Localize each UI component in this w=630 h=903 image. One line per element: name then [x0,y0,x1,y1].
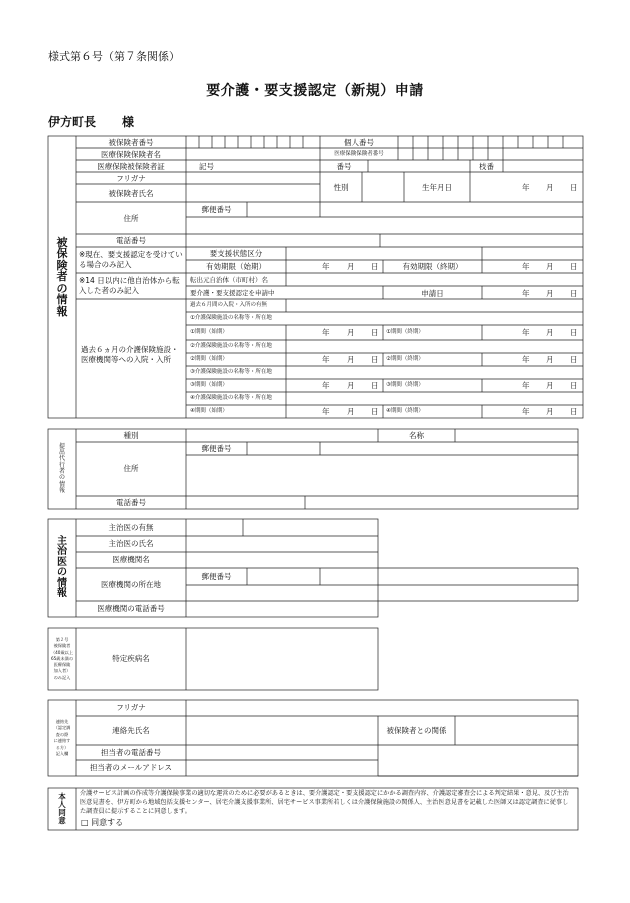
consent-section-label: 本 人 同 意 [58,791,66,826]
facility-1-name-label: ①介護保険施設の名称等・所在地 [190,315,272,321]
facility-1-end-month: 月 [546,328,554,337]
sex-label: 性別 [333,183,349,192]
facility-2-end-month: 月 [546,355,554,364]
agent-section-label: 提 出 代 行 者 の 情 報 [58,442,65,494]
facility-2-start-label: ②期間（始期） [190,356,228,362]
facility-2-name-label: ②介護保険施設の名称等・所在地 [190,343,272,349]
facility-3-start-year: 年 [322,381,330,390]
valid-end-year-unit: 年 [522,262,530,271]
facility-4-end-month: 月 [546,407,554,416]
doctor-name-label: 主治医の氏名 [108,539,154,548]
insured-section-label: 被 保 険 者 の 情 報 [56,235,68,318]
specific-disease-label: 特定疾病名 [112,654,150,663]
relation-label: 被保険者との関係 [386,726,447,735]
facility-1-start-month: 月 [347,328,355,337]
medical-insurer-name-label: 医療保険保険者名 [101,150,161,159]
consent-agree[interactable] [81,819,123,827]
postal-code-label: 郵便番号 [201,205,232,214]
agent-name-label: 名称 [409,431,424,440]
insured-name-label: 被保険者氏名 [108,189,154,198]
apply-year-unit: 年 [522,289,530,298]
consent-text: 介護サービス計画の作成等介護保険事業の適切な運営のために必要があるときは、要介護認定・要支援認定にかかる調査内容、介護認定審査会による判定結果・意見、及び主治医意見書を、伊方町から地域包括支援センター、居宅介護支援事業所、居宅サービス事業所若しくは介護保険施設の関係人、主治医意見書を記載した医師又は認定調査に従事した調査員に提示することに同意します。 [80,790,569,815]
facility-2-start-month: 月 [347,355,355,364]
contact-name-label: 連絡先氏名 [112,726,150,735]
address-label: 住所 [123,214,139,223]
current-cert-note: ※現在、要支援認定を受けている場合のみ記入 [79,250,183,270]
support-status-label: 要支援状態区分 [209,249,263,258]
valid-start-year-unit: 年 [322,262,330,271]
symbol-label: 記号 [199,162,214,171]
doctor-section-label: 主 治 医 の 情 報 [57,535,67,599]
facility-3-name-label: ③介護保険施設の名称等・所在地 [190,369,272,375]
apply-day-unit: 日 [570,289,578,298]
agent-type-label: 種別 [123,431,139,440]
phone-label: 電話番号 [116,236,146,245]
facility-3-start-label: ③期間（始期） [190,382,228,388]
facility-1-start-day: 日 [371,328,379,337]
insured-number-label: 被保険者番号 [108,138,154,147]
valid-end-day-unit: 日 [570,262,578,271]
facility-2-end-day: 日 [570,355,578,364]
institution-postal-label: 郵便番号 [201,572,232,581]
consent-checkbox[interactable]: □ [81,818,89,827]
contact-phone-label: 担当者の電話番号 [101,748,161,757]
birth-date-label: 生年月日 [422,183,452,192]
facility-1-start-label: ①期間（始期） [190,329,228,335]
facility-4-start-year: 年 [322,407,330,416]
facility-1-end-day: 日 [570,328,578,337]
medical-insurer-number-label: 医療保険保険者番号 [334,151,384,157]
facility-2-start-year: 年 [322,355,330,364]
agent-phone-label: 電話番号 [116,498,146,507]
apply-month-unit: 月 [546,289,554,298]
form-number: 様式第６号（第７条関係） [48,50,180,63]
transfer-note: ※14 日以内に他自治体から転入した者のみ記入 [79,276,180,296]
birth-day-unit: 日 [570,183,578,192]
facility-4-start-day: 日 [371,407,379,416]
individual-number-label: 個人番号 [344,138,374,147]
valid-start-month-unit: 月 [347,262,355,271]
facility-3-end-label: ③期間（終期） [386,382,424,388]
facility-3-end-day: 日 [570,381,578,390]
medical-card-label: 医療保険被保険者証 [97,162,165,171]
birth-month-unit: 月 [546,183,554,192]
facility-header-label: 過去６月間の入院・入所の有無 [190,302,268,308]
birth-year-unit: 年 [522,183,530,192]
valid-end-month-unit: 月 [546,262,554,271]
consent-agree-label: 同意する [91,818,124,827]
addressee-honorific: 様 [122,115,135,129]
contact-section-label: 連絡先 （認定調 査の際 に連絡す る方） 記入欄 [53,718,71,756]
addressee-name: 伊方町長 [48,115,97,129]
furigana-label: フリガナ [116,174,146,183]
page-title: 要介護・要支援認定（新規）申請 [206,83,424,99]
facility-4-end-day: 日 [570,407,578,416]
facility-3-start-day: 日 [371,381,379,390]
facility-1-start-year: 年 [322,328,330,337]
valid-start-day-unit: 日 [371,262,379,271]
contact-email-label: 担当者のメールアドレス [89,763,173,772]
facility-3-start-month: 月 [347,381,355,390]
facility-2-end-label: ②期間（終期） [386,356,424,362]
facility-1-end-year: 年 [522,328,530,337]
facility-4-name-label: ④介護保険施設の名称等・所在地 [190,395,272,401]
disease-section-label: 第２号 被保険者 （40歳以上 65歳未満の 医療保険 加入者） のみ記入 [50,636,74,680]
facility-4-start-month: 月 [347,407,355,416]
facility-1-end-label: ①期間（終期） [386,329,424,335]
branch-number-label: 枝番 [479,162,494,171]
facility-4-end-year: 年 [522,407,530,416]
doctor-exists-label: 主治医の有無 [108,523,154,532]
facility-2-start-day: 日 [371,355,379,364]
transfer-apply-label: 要介護・要支援認定を申請中 [190,289,275,297]
facility-block-label: 過去６ヵ月の介護保険施設・医療機関等への入院・入所 [81,345,179,365]
agent-address-label: 住所 [123,464,139,473]
facility-2-end-year: 年 [522,355,530,364]
agent-postal-label: 郵便番号 [201,444,232,453]
facility-3-end-year: 年 [522,381,530,390]
facility-3-end-month: 月 [546,381,554,390]
institution-phone-label: 医療機関の電話番号 [97,604,165,613]
previous-municipality-label: 転出元自治体（市町村）名 [190,276,268,284]
institution-address-label: 医療機関の所在地 [101,580,161,589]
valid-start-label: 有効期限（始期） [206,262,266,271]
valid-end-label: 有効期限（終期） [402,262,463,271]
facility-4-end-label: ④期間（終期） [386,408,424,414]
facility-4-start-label: ④期間（始期） [190,408,228,414]
apply-date-label: 申請日 [421,289,444,298]
card-number-label: 番号 [336,162,352,171]
contact-furigana-label: フリガナ [116,703,146,712]
institution-name-label: 医療機関名 [112,555,150,564]
